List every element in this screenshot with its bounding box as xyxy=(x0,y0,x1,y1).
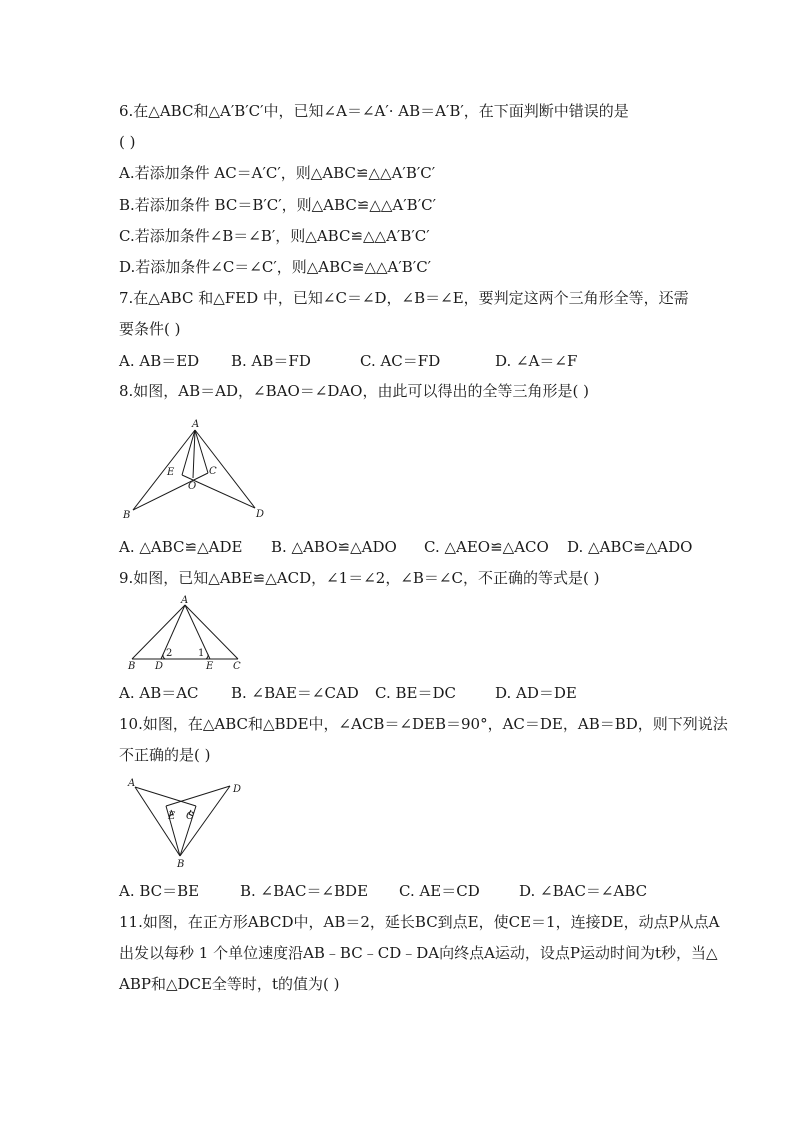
q10-right-angle-c xyxy=(189,810,193,816)
q8-label-b: B xyxy=(123,510,131,521)
q9-angle-1-arc xyxy=(206,654,208,659)
q9-label-2: 2 xyxy=(166,648,173,659)
q7-option-c: C. AC＝FD xyxy=(360,352,441,370)
q11-line3: ABP和△DCE全等时，t的值为( ) xyxy=(119,975,340,993)
q6-answer-paren: ( ) xyxy=(119,133,136,151)
q10-stem-line1: 10.如图，在△ABC和△BDE中，∠ACB＝∠DEB＝90°，AC＝DE，AB＝BD，则下列说法 xyxy=(119,715,728,733)
q9-line-ae xyxy=(185,605,210,659)
q8-label-e: E xyxy=(167,467,175,478)
q8-stem: 8.如图，AB＝AD，∠BAO＝∠DAO，由此可以得出的全等三角形是( ) xyxy=(119,382,589,400)
q6-option-a: A.若添加条件 AC＝A′C′，则△ABC≌△△A′B′C′ xyxy=(119,164,436,182)
q8-line-ao xyxy=(193,430,195,478)
q9-stem: 9.如图，已知△ABE≌△ACD，∠1＝∠2，∠B＝∠C，不正确的等式是( ) xyxy=(119,569,600,587)
q6-option-d: D.若添加条件∠C＝∠C′，则△ABC≌△△A′B′C′ xyxy=(119,258,432,276)
q8-line-ae xyxy=(182,430,195,475)
q8-line-ab xyxy=(133,430,195,510)
q10-option-d: D. ∠BAC＝∠ABC xyxy=(519,882,648,900)
q11-line1: 11.如图，在正方形ABCD中，AB＝2，延长BC到点E，使CE＝1，连接DE，动点P从点A xyxy=(119,913,720,931)
q10-option-c: C. AE＝CD xyxy=(399,882,480,900)
q10-stem-line2: 不正确的是( ) xyxy=(119,746,211,764)
q11-line2: 出发以每秒 1 个单位速度沿AB﹣BC﹣CD﹣DA向终点A运动，设点P运动时间为t秒，当△ xyxy=(119,944,718,962)
q9-option-b: B. ∠BAE＝∠CAD xyxy=(231,684,359,702)
q7-option-a: A. AB＝ED xyxy=(119,352,200,370)
q10-label-d: D xyxy=(233,784,242,795)
q10-line-de xyxy=(166,786,230,806)
q9-line-ad xyxy=(161,605,185,659)
q10-label-b: B xyxy=(177,859,185,870)
q9-option-a: A. AB＝AC xyxy=(119,684,199,702)
q9-angle-2-arc xyxy=(163,654,165,659)
q8-line-ad xyxy=(195,430,255,508)
q10-line-ac xyxy=(135,787,196,806)
q8-option-c: C. △AEO≌△ACO xyxy=(424,538,549,556)
q10-option-a: A. BC＝BE xyxy=(119,882,200,900)
q10-line-eb xyxy=(166,806,180,856)
q9-line-ab xyxy=(132,605,185,659)
q10-right-angle-e xyxy=(169,810,173,816)
q7-option-b: B. AB＝FD xyxy=(231,352,311,370)
q8-line-de xyxy=(182,475,255,508)
q9-label-e: E xyxy=(206,661,214,672)
q8-label-d: D xyxy=(256,509,265,520)
q10-label-c: C xyxy=(186,811,194,822)
q9-label-d: D xyxy=(155,661,164,672)
q9-label-1: 1 xyxy=(198,648,205,659)
q6-option-c: C.若添加条件∠B＝∠B′，则△ABC≌△△A′B′C′ xyxy=(119,227,430,245)
q8-label-a: A xyxy=(192,419,200,430)
q7-stem-line1: 7.在△ABC 和△FED 中，已知∠C＝∠D，∠B＝∠E，要判定这两个三角形全等，还需 xyxy=(119,289,689,307)
q10-line-db xyxy=(180,786,230,856)
q9-option-d: D. AD＝DE xyxy=(495,684,577,702)
q10-label-a: A xyxy=(128,778,136,789)
q6-option-b: B.若添加条件 BC＝B′C′，则△ABC≌△△A′B′C′ xyxy=(119,196,436,214)
q10-option-b: B. ∠BAC＝∠BDE xyxy=(240,882,369,900)
q8-option-b: B. △ABO≌△ADO xyxy=(271,538,397,556)
q7-stem-line2: 要条件( ) xyxy=(119,320,181,338)
q9-option-c: C. BE＝DC xyxy=(375,684,456,702)
q8-label-o: O xyxy=(188,481,197,492)
q10-line-ab xyxy=(135,787,180,856)
q7-option-d: D. ∠A＝∠F xyxy=(495,352,578,370)
q8-line-bc xyxy=(133,473,208,510)
q6-stem: 6.在△ABC和△A′B′C′中，已知∠A＝∠A′· AB＝A′B′，在下面判断中错误的是 xyxy=(119,102,629,120)
q8-option-a: A. △ABC≌△ADE xyxy=(119,538,243,556)
q8-line-ac xyxy=(195,430,208,473)
q10-line-cb xyxy=(180,806,196,856)
q9-label-b: B xyxy=(128,661,136,672)
q9-label-a: A xyxy=(181,595,189,606)
q9-label-c: C xyxy=(233,661,241,672)
q10-label-e: E xyxy=(168,811,176,822)
q9-line-ac xyxy=(185,605,238,659)
q8-option-d: D. △ABC≌△ADO xyxy=(567,538,693,556)
q8-label-c: C xyxy=(209,466,217,477)
